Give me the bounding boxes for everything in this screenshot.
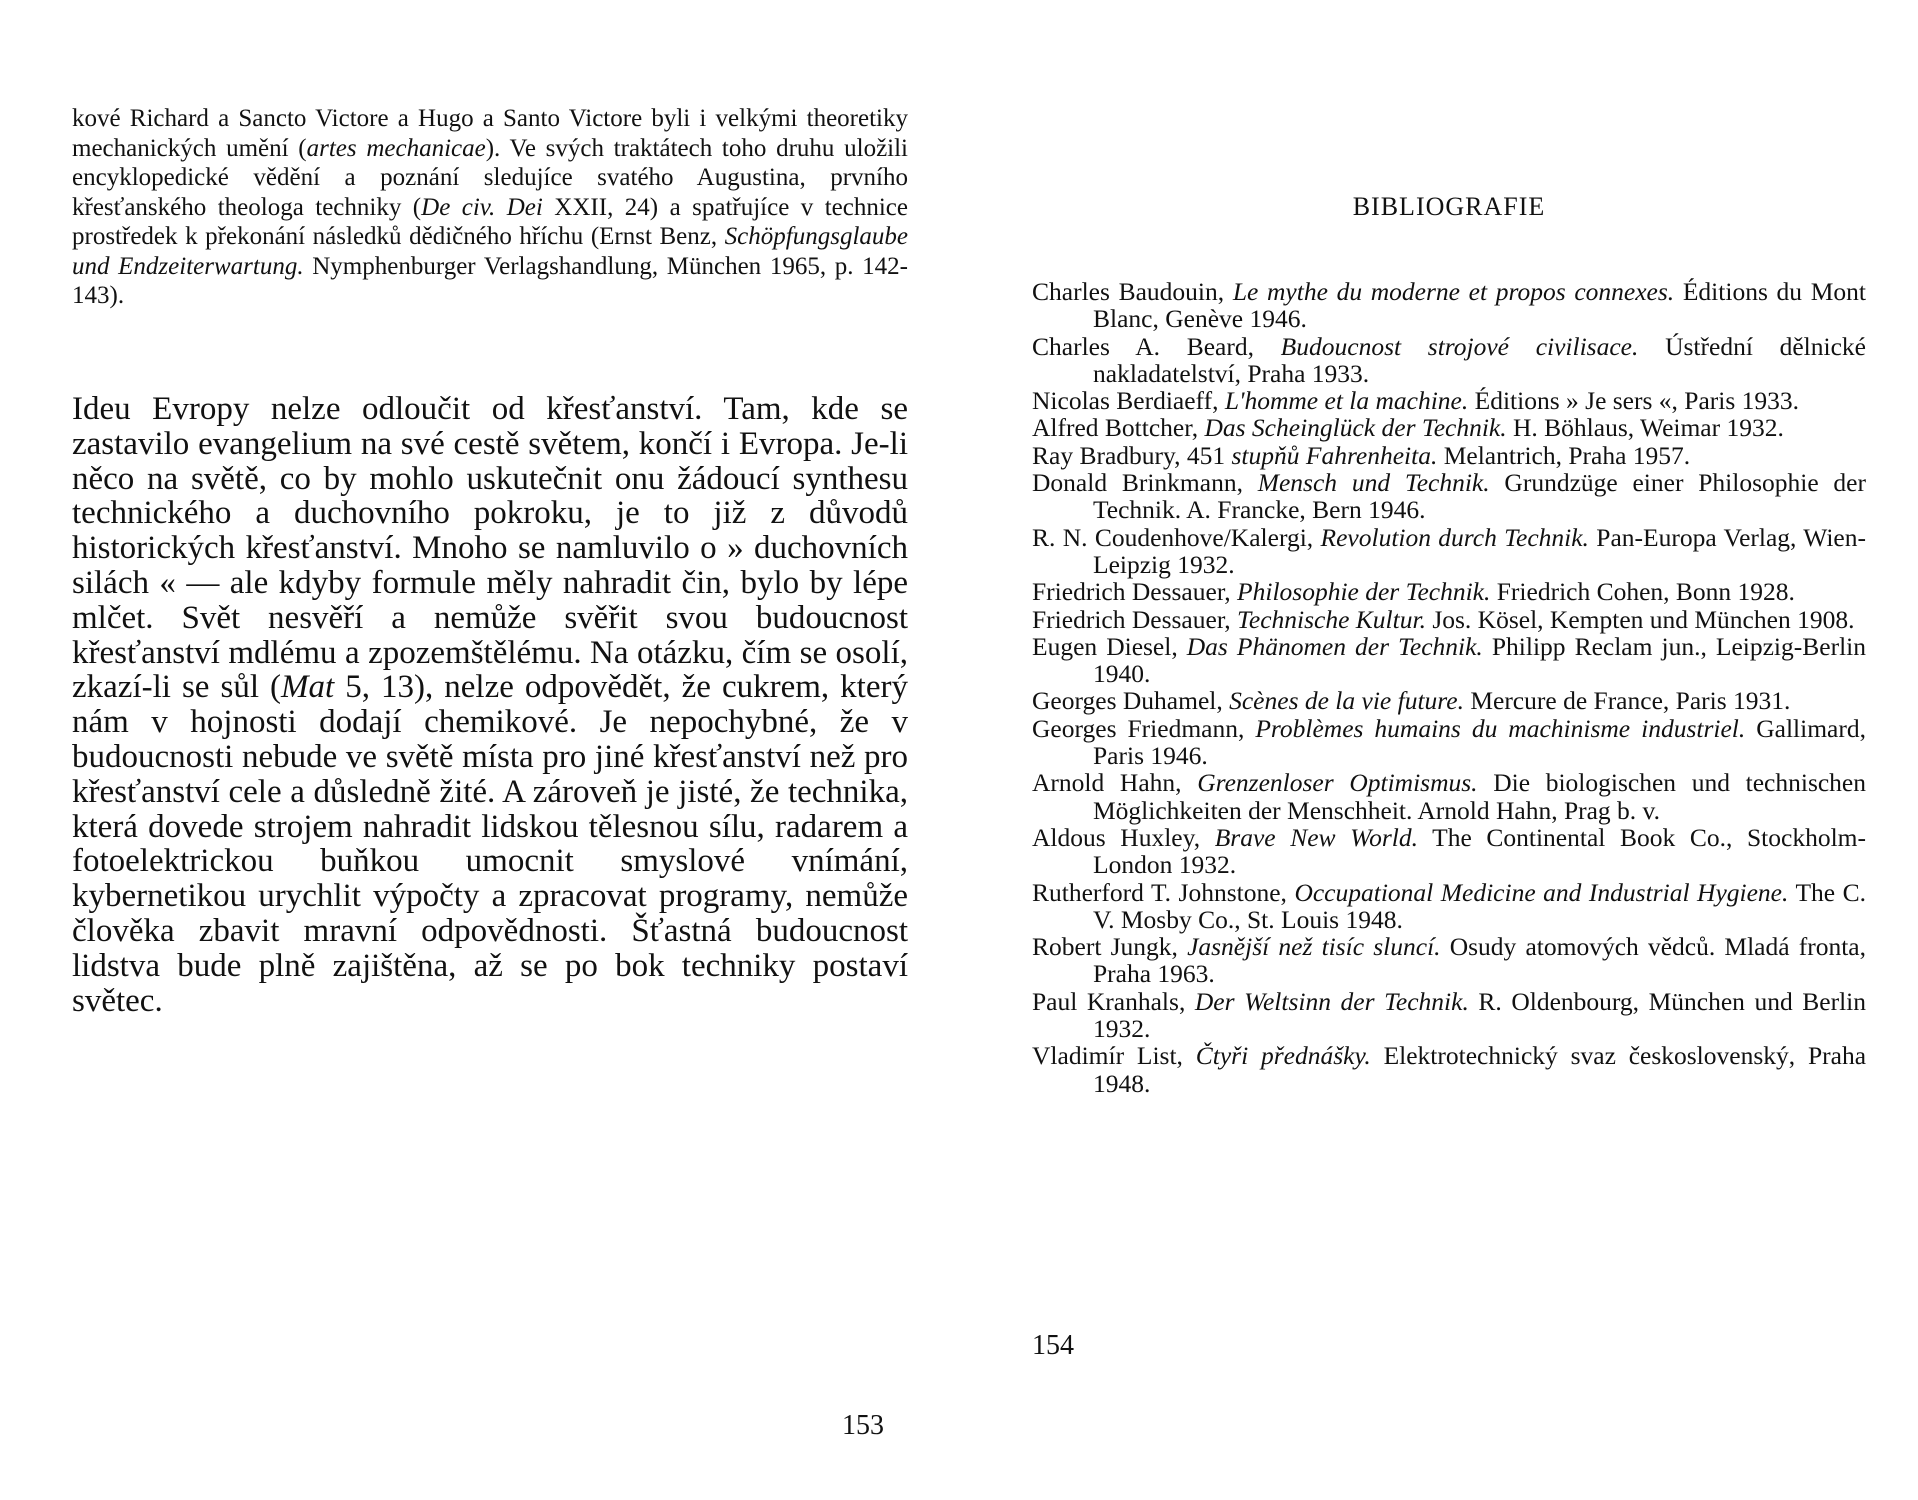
bibliography-entry [1032, 715, 1866, 770]
text-run: Charles Baudouin, [1032, 277, 1233, 306]
italic-text: Mat [281, 669, 335, 706]
main-text [72, 392, 908, 1018]
italic-text: Der Weltsinn der Technik. [1194, 986, 1469, 1016]
text-run: The C. V. Mosby Co., St. Louis 1948. [1093, 877, 1867, 934]
text-run: Friedrich Cohen, Bonn 1928. [1490, 577, 1795, 607]
footnote [72, 104, 908, 311]
bibliography-entry [1032, 524, 1866, 579]
text-run: Nymphenburger Verlagshandlung, München 1965, p. 142-143). [72, 252, 908, 309]
text-run: Die biologischen und technischen Möglichkeiten der Menschheit. Arnold Hahn, Prag b. v. [1093, 768, 1866, 825]
bibliography-entry [1032, 469, 1866, 524]
text-run: Elektrotechnický svaz československý, Praha 1948. [1093, 1041, 1867, 1098]
italic-text: Budoucnost strojové civilisace. [1280, 331, 1639, 361]
bibliography-list [1032, 278, 1866, 1097]
text-run: 5, 13), nelze odpovědět, že cukrem, který nám v hojnosti dodají chemikové. Je nepochybné, že v budoucnosti nebude ve světě místa pro jiné křesťanství než pro křesťanství cele a důsledně žité. A zároveň je jisté, že technika, která dovede strojem nahradit lidskou tělesnou sílu, radarem a fotoelektrickou buňkou umocnit smyslové vnímání, kybernetikou urychlit výpočty a zpracovat programy, nemůže člověka zbavit mravní odpovědnosti. Šťastná budoucnost lidstva bude plně zajištěna, až se po bok techniky postaví světec. [72, 669, 908, 1019]
text-run: Donald Brinkmann, [1032, 468, 1258, 498]
italic-text: Le mythe du moderne et propos connexes. [1232, 277, 1675, 306]
italic-text: Jasnější než tisíc sluncí. [1187, 932, 1441, 962]
page-number-left: 153 [842, 1410, 884, 1441]
italic-text: Scènes de la vie future. [1229, 686, 1464, 716]
text-run: Friedrich Dessauer, [1032, 604, 1238, 634]
italic-text: Occupational Medicine and Industrial Hygiene. [1294, 877, 1789, 907]
text-run: Vladimír List, [1032, 1041, 1196, 1071]
bibliography-entry [1032, 824, 1866, 879]
text-run: Pan-Europa Verlag, Wien-Leipzig 1932. [1093, 522, 1866, 579]
text-run: Robert Jungk, [1032, 932, 1188, 962]
text-run: Aldous Huxley, [1032, 822, 1215, 852]
text-run: Ústřední dělnické nakladatelství, Praha 1933. [1093, 331, 1866, 388]
italic-text: Problèmes humains du machinisme industriel. [1255, 713, 1746, 743]
italic-text: De civ. Dei [421, 193, 543, 221]
bibliography-entry [1032, 278, 1866, 333]
italic-text: artes mechanicae [306, 134, 486, 162]
text-run: R. Oldenbourg, München und Berlin 1932. [1093, 986, 1867, 1044]
italic-text: Revolution durch Technik. [1320, 522, 1589, 552]
bibliography-entry [1032, 769, 1866, 824]
italic-text: Das Scheinglück der Technik. [1204, 413, 1507, 443]
footnote-paragraph [72, 104, 908, 311]
italic-text: L'homme et la machine. [1224, 386, 1469, 416]
text-run: XXII, 24) a spatřujíce v technice prostředek k překonání následků dědičného hříchu (Ernst Benz, [72, 193, 909, 250]
bibliography-entry [1032, 387, 1866, 414]
bibliography-entry [1032, 988, 1866, 1043]
text-run: Charles A. Beard, [1032, 331, 1281, 361]
italic-text: Brave New World. [1214, 822, 1418, 852]
bibliography-entry [1032, 578, 1866, 605]
text-run: Jos. Kösel, Kempten und München 1908. [1425, 604, 1855, 634]
italic-text: Technische Kultur. [1237, 604, 1426, 634]
text-run: R. N. Coudenhove/Kalergi, [1032, 522, 1321, 552]
main-paragraph [72, 392, 908, 1018]
bibliography-entry [1032, 633, 1866, 688]
bibliography-entry [1032, 879, 1866, 934]
text-run: Georges Duhamel, [1032, 686, 1230, 716]
text-run: Grundzüge einer Philosophie der Technik. A. Francke, Bern 1946. [1093, 468, 1866, 525]
text-run: Ray Bradbury, 451 [1032, 440, 1232, 470]
text-run: Paul Kranhals, [1032, 986, 1195, 1016]
text-run: Arnold Hahn, [1032, 768, 1198, 798]
page-number-right: 154 [1032, 1330, 1074, 1361]
text-run: Eugen Diesel, [1032, 631, 1187, 661]
italic-text: Mensch und Technik. [1257, 468, 1490, 498]
text-run: Ideu Evropy nelze odloučit od křesťanství. Tam, kde se zastavilo evangelium na své cestě světem, končí i Evropa. Je-li něco na světě, co by mohlo uskutečnit onu žádoucí synthesu technického a duchovního pokroku, je to již z důvodů historických křesťanství. Mnoho se namluvilo o » duchovních silách « — ale kdyby formule měly nahradit čin, bylo by lépe mlčet. Svět nesvěří a nemůže svěřit svou budoucnost křesťanství mdlému a zpozemštělému. Na otázku, čím se osolí, zkazí-li se sůl ( [72, 391, 908, 706]
italic-text: Philosophie der Technik. [1237, 577, 1491, 607]
italic-text: Čtyři přednášky. [1195, 1041, 1371, 1071]
text-run: Éditions du Mont Blanc, Genève 1946. [1093, 277, 1866, 334]
bibliography-entry [1032, 606, 1866, 633]
text-run: Philipp Reclam jun., Leipzig-Berlin 1940. [1093, 631, 1866, 689]
italic-text: Das Phänomen der Technik. [1186, 631, 1483, 661]
text-run: ). Ve svých traktátech toho druhu uložili encyklopedické vědění a poznání sledujíce svatého Augustina, prvního křesťanského theologa techniky ( [72, 134, 909, 221]
text-run: kové Richard a Sancto Victore a Hugo a Santo Victore byli i velkými theoretiky mechanických umění ( [72, 105, 908, 162]
text-run: Éditions » Je sers «, Paris 1933. [1468, 386, 1800, 416]
italic-text: Schöpfungsglaube und Endzeiterwartung. [72, 223, 908, 280]
text-run: Melantrich, Praha 1957. [1437, 440, 1691, 470]
bibliography-entry [1032, 1042, 1866, 1097]
text-run: The Continental Book Co., Stockholm-London 1932. [1093, 822, 1866, 880]
italic-text: stupňů Fahrenheita. [1231, 440, 1438, 470]
bibliography-entry [1032, 687, 1866, 714]
text-run: Friedrich Dessauer, [1032, 577, 1238, 607]
text-run: Mercure de France, Paris 1931. [1463, 686, 1791, 716]
text-run: Georges Friedmann, [1032, 713, 1256, 743]
text-run: Nicolas Berdiaeff, [1032, 386, 1225, 416]
italic-text: Grenzenloser Optimismus. [1197, 768, 1478, 798]
bibliography-entry [1032, 442, 1866, 469]
text-run: Rutherford T. Johnstone, [1032, 877, 1295, 907]
bibliography-entry [1032, 333, 1866, 388]
text-run: Osudy atomových vědců. Mladá fronta, Praha 1963. [1093, 932, 1866, 989]
bibliography-heading: BIBLIOGRAFIE [1352, 192, 1546, 221]
text-run: H. Böhlaus, Weimar 1932. [1506, 413, 1784, 443]
bibliography-entry [1032, 414, 1866, 441]
text-run: Alfred Bottcher, [1032, 413, 1205, 443]
text-run: Gallimard, Paris 1946. [1093, 713, 1866, 771]
bibliography-entry [1032, 933, 1866, 988]
